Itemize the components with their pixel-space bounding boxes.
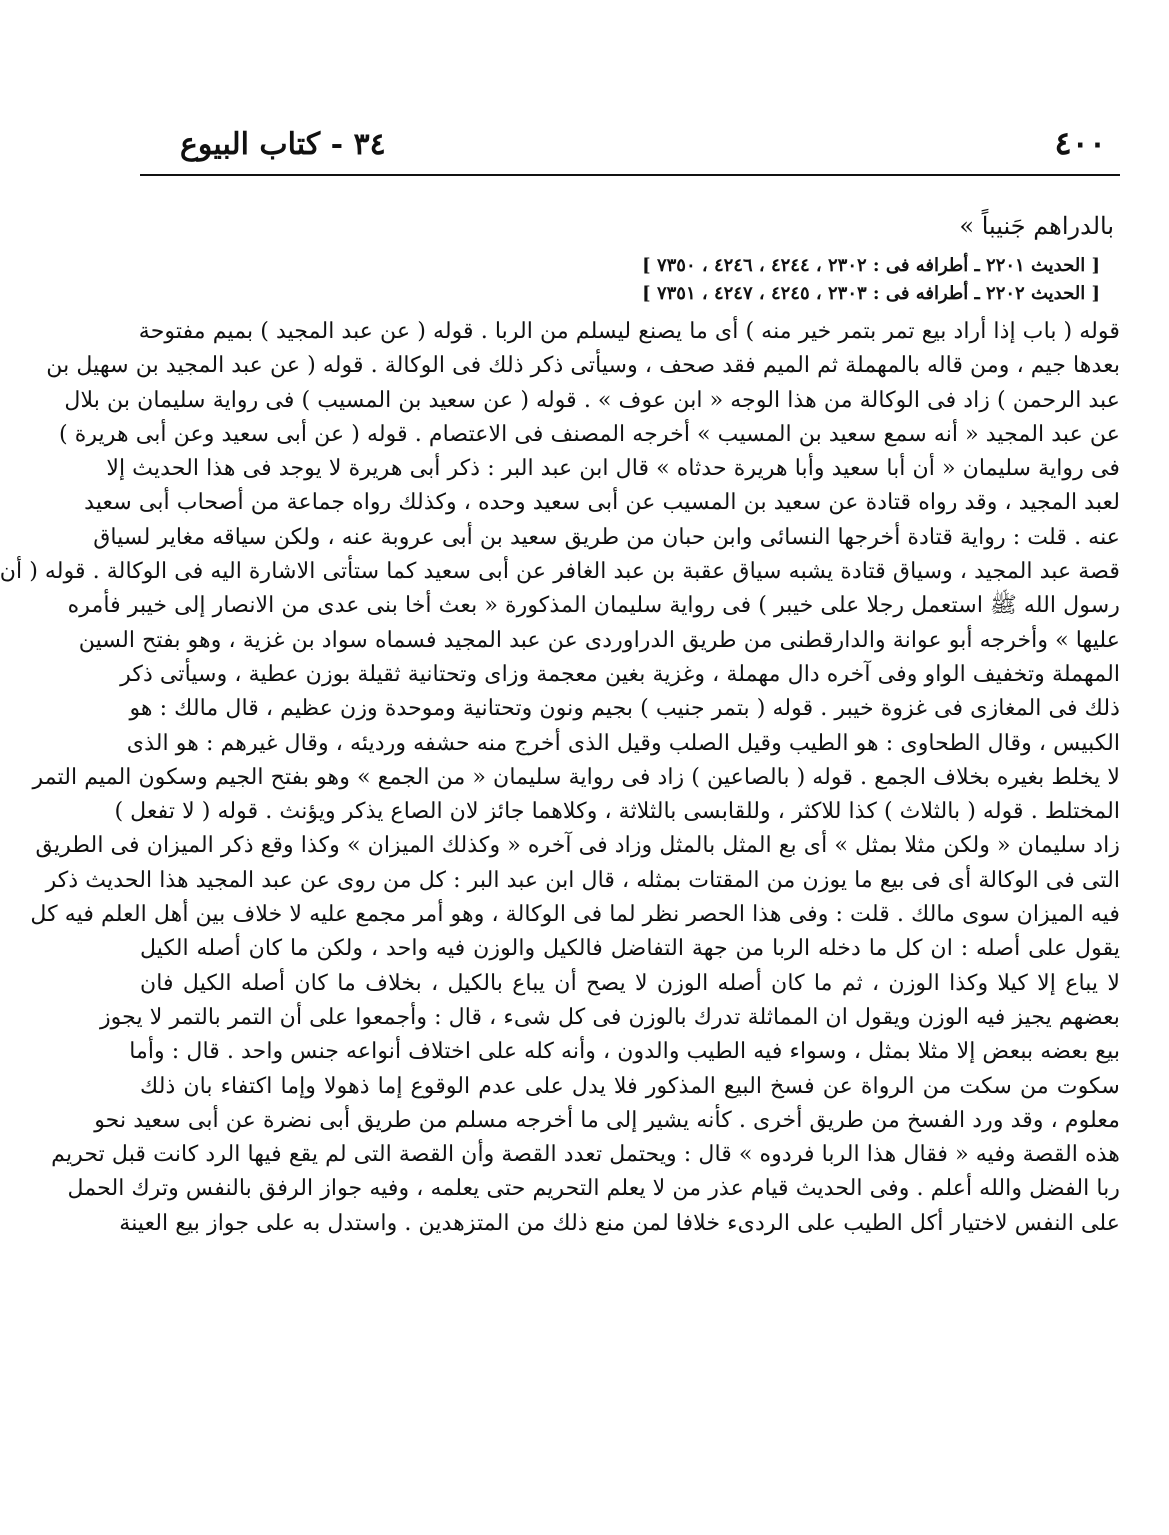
commentary-line: فى رواية سليمان « أن أبا سعيد وأبا هريرة حدثاه » قال ابن عبد البر : ذكر أبى هريرة لا يوجد فى هذا الحديث إلا bbox=[106, 455, 1120, 482]
commentary-line: يقول على أصله : ان كل ما دخله الربا من جهة التفاضل فالكيل والوزن فيه واحد ، ولكن ما كان أصله الكيل bbox=[140, 935, 1120, 962]
commentary-line: سكوت من سكت من الرواة عن فسخ البيع المذكور فلا يدل على عدم الوقوع إما ذهولا وإما اكتفاء بان ذلك bbox=[140, 1072, 1120, 1099]
cross-reference-line: [ الحديث ٢٢٠١ ـ أطرافه فى : ٢٣٠٢ ، ٤٢٤٤ ، ٤٢٤٦ ، ٧٣٥٠ ] bbox=[642, 255, 1100, 276]
commentary-line: على النفس لاختيار أكل الطيب على الردىء خلافا لمن منع ذلك من المتزهدين . واستدل به على جواز بيع العينة bbox=[119, 1209, 1120, 1236]
commentary-line: بعدها جيم ، ومن قاله بالمهملة ثم الميم فقد صحف ، وسيأتى ذكر ذلك فى الوكالة . قوله ( عن عبد المجيد بن سهيل بن bbox=[46, 352, 1120, 379]
commentary-line: معلوم ، وقد ورد الفسخ من طريق أخرى . كأنه يشير إلى ما أخرجه مسلم من طريق أبى نضرة عن أبى سعيد نحو bbox=[94, 1106, 1120, 1133]
hadith-text-continuation: بالدراهم جَنيباً » bbox=[959, 212, 1114, 240]
commentary-line: رسول الله ﷺ استعمل رجلا على خيبر ) فى رواية سليمان المذكورة « بعث أخا بنى عدى من الانصار إلى خيبر فأمره bbox=[67, 592, 1120, 619]
commentary-line: التى فى الوكالة أى فى بيع ما يوزن من المقتات بمثله ، قال ابن عبد البر : كل من روى عن عبد المجيد هذا الحديث ذكر bbox=[45, 866, 1120, 893]
commentary-line: لا يخلط بغيره بخلاف الجمع . قوله ( بالصاعين ) زاد فى رواية سليمان « من الجمع » وهو بفتح الجيم وسكون الميم التمر bbox=[32, 763, 1120, 790]
commentary-line: زاد سليمان « ولكن مثلا بمثل » أى بع المثل بالمثل وزاد فى آخره « وكذلك الميزان » وكذا وقع ذكر الميزان فى الطريق bbox=[35, 832, 1120, 859]
commentary-line: عن عبد المجيد « أنه سمع سعيد بن المسيب » أخرجه المصنف فى الاعتصام . قوله ( عن أبى سعيد وعن أبى هريرة ) bbox=[58, 420, 1120, 447]
commentary-line: لا يباع إلا كيلا وكذا الوزن ، ثم ما كان أصله الوزن لا يصح أن يباع بالكيل ، بخلاف ما كان أصله الكيل فان bbox=[140, 969, 1120, 996]
commentary-line: هذه القصة وفيه « فقال هذا الربا فردوه » قال : ويحتمل تعدد القصة وأن القصة التى لم يقع فيها الرد كانت قبل تحريم bbox=[51, 1141, 1120, 1168]
cross-references bbox=[140, 252, 1100, 308]
running-head bbox=[140, 110, 1120, 162]
commentary-paragraph bbox=[0, 314, 1120, 1240]
commentary-line: بعضهم يجيز فيه الوزن ويقول ان المماثلة تدرك بالوزن فى كل شىء ، قال : وأجمعوا على أن التمر بالتمر لا يجوز bbox=[99, 1003, 1120, 1030]
book-title: ٣٤ - كتاب البيوع bbox=[180, 127, 386, 162]
commentary-line: فيه الميزان سوى مالك . قلت : وفى هذا الحصر نظر لما فى الوكالة ، وهو أمر مجمع عليه لا خلاف بين أهل العلم فيه كل bbox=[30, 901, 1120, 928]
commentary-line: قصة عبد المجيد ، وسياق قتادة يشبه سياق عقبة بن عبد الغافر عن أبى سعيد كما ستأتى الاشارة اليه فى الوكالة . قوله ( أن bbox=[0, 558, 1120, 585]
commentary-line: عنه . قلت : رواية قتادة أخرجها النسائى وابن حبان من طريق سعيد بن أبى عروبة عنه ، ولكن سياقه مغاير لسياق bbox=[93, 523, 1120, 550]
cross-reference-line: [ الحديث ٢٢٠٢ ـ أطرافه فى : ٢٣٠٣ ، ٤٢٤٥ ، ٤٢٤٧ ، ٧٣٥١ ] bbox=[642, 283, 1100, 304]
commentary-line: المهملة وتخفيف الواو وفى آخره دال مهملة ، وغزية بغين معجمة وزاى وتحتانية ثقيلة بوزن عطية ، وسيأتى ذكر bbox=[120, 660, 1120, 687]
commentary-line: ربا الفضل والله أعلم . وفى الحديث قيام عذر من لا يعلم التحريم حتى يعلمه ، وفيه جواز الرفق بالنفس وترك الحمل bbox=[67, 1175, 1120, 1202]
page-number: ٤٠٠ bbox=[1054, 124, 1106, 162]
commentary-line: بيع بعضه ببعض إلا مثلا بمثل ، وسواء فيه الطيب والدون ، وأنه كله على اختلاف أنواعه جنس واحد . قال : وأما bbox=[129, 1038, 1120, 1065]
book-page bbox=[0, 110, 1120, 1240]
commentary-line: عليها » وأخرجه أبو عوانة والدارقطنى من طريق الدراوردى عن عبد المجيد فسماه سواد بن غزية ، وهو بفتح السين bbox=[78, 626, 1120, 653]
commentary-line: قوله ( باب إذا أراد بيع تمر بتمر خير منه ) أى ما يصنع ليسلم من الربا . قوله ( عن عبد المجيد ) بميم مفتوحة bbox=[138, 318, 1120, 344]
commentary-line: ذلك فى المغازى فى غزوة خيبر . قوله ( بتمر جنيب ) بجيم ونون وتحتانية وموحدة وزن عظيم ، قال مالك : هو bbox=[129, 695, 1120, 722]
header-rule bbox=[140, 174, 1120, 176]
commentary-line: الكبيس ، وقال الطحاوى : هو الطيب وقيل الصلب وقيل الذى أخرج منه حشفه ورديئه ، وقال غيرهم : هو الذى bbox=[126, 729, 1120, 756]
commentary-line: عبد الرحمن ) زاد فى الوكالة من هذا الوجه « ابن عوف » . قوله ( عن سعيد بن المسيب ) فى رواية سليمان بن بلال bbox=[64, 386, 1120, 413]
commentary-line: المختلط . قوله ( بالثلاث ) كذا للاكثر ، وللقابسى بالثلاثة ، وكلاهما جائز لان الصاع يذكر ويؤنث . قوله ( لا تفعل ) bbox=[114, 798, 1120, 825]
commentary-line: لعبد المجيد ، وقد رواه قتادة عن سعيد بن المسيب عن أبى سعيد وحده ، وكذلك رواه جماعة من أصحاب أبى سعيد bbox=[84, 489, 1120, 516]
